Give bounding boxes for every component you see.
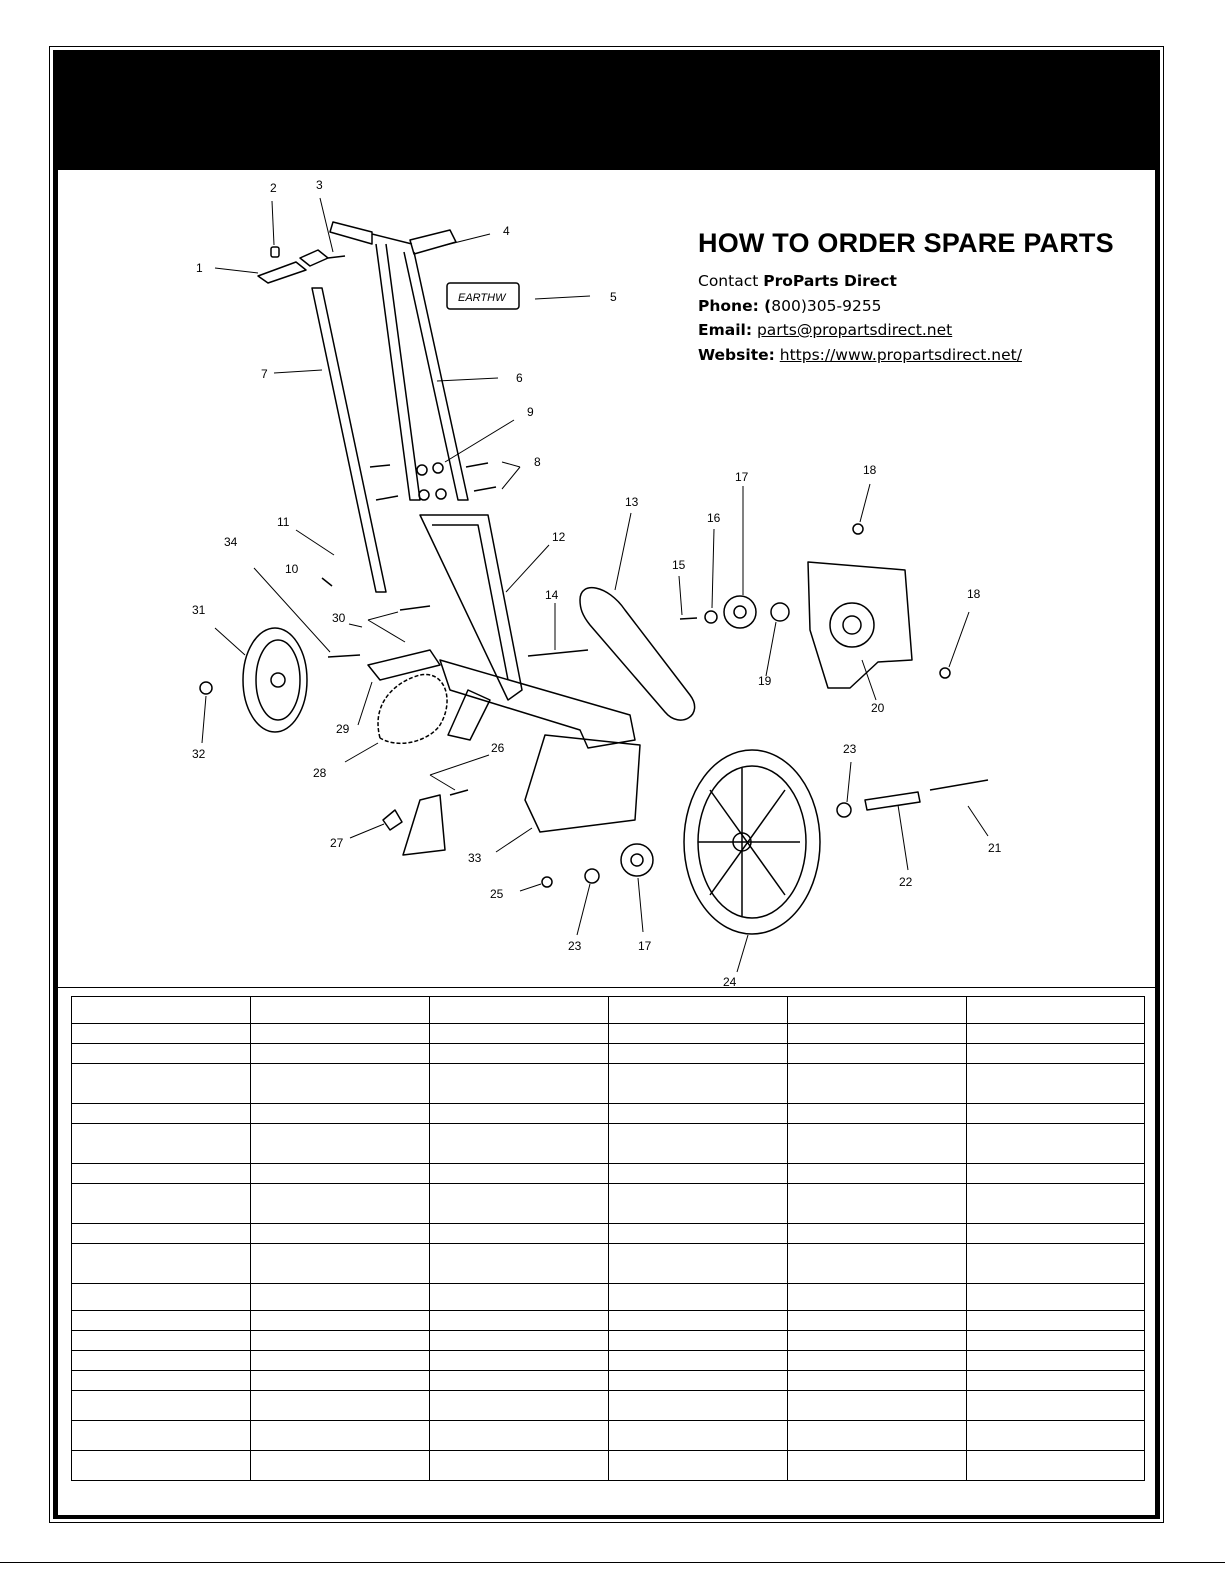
- parts-table-cell: [967, 1224, 1145, 1244]
- parts-table-cell: [251, 1421, 430, 1451]
- parts-table-row: [72, 1164, 1145, 1184]
- callout-22: 22: [899, 875, 913, 889]
- callout-26: 26: [491, 741, 505, 755]
- part-22-sleeve: [865, 792, 920, 810]
- parts-table-row: [72, 1024, 1145, 1044]
- parts-table-cell: [430, 1311, 609, 1331]
- parts-table-cell: [72, 1371, 251, 1391]
- parts-table-cell: [430, 1184, 609, 1224]
- parts-table-cell: [967, 1104, 1145, 1124]
- parts-table-row: [72, 1244, 1145, 1284]
- parts-table-cell: [967, 1451, 1145, 1481]
- parts-table-cell: [788, 1224, 967, 1244]
- parts-table-cell: [430, 1104, 609, 1124]
- parts-table-cell: [967, 1184, 1145, 1224]
- part-32-nut: [200, 682, 212, 694]
- parts-table-cell: [788, 1164, 967, 1184]
- parts-table-cell: [609, 1371, 788, 1391]
- part-17-sprocket-upper: [724, 596, 756, 628]
- parts-table-cell: [609, 1451, 788, 1481]
- parts-table-cell: [251, 1331, 430, 1351]
- website-label: Website:: [698, 345, 775, 364]
- parts-table-cell: [251, 1371, 430, 1391]
- callout-33: 33: [468, 851, 482, 865]
- parts-table-cell: [72, 1284, 251, 1311]
- callout-23: 23: [843, 742, 857, 756]
- parts-table-cell: [609, 1391, 788, 1421]
- parts-table-cell: [72, 1064, 251, 1104]
- parts-table-cell: [788, 1244, 967, 1284]
- parts-table-row: [72, 1451, 1145, 1481]
- parts-table-cell: [72, 1351, 251, 1371]
- part-21-axle-bolt: [930, 780, 988, 790]
- parts-table-cell: [251, 1044, 430, 1064]
- parts-table-cell: [788, 1024, 967, 1044]
- contact-prefix: Contact: [698, 272, 764, 290]
- order-heading: HOW TO ORDER SPARE PARTS: [698, 228, 1114, 258]
- part-19-hub: [771, 603, 789, 621]
- part-9-washer-a: [417, 465, 427, 475]
- part-31-wheel: [243, 628, 307, 732]
- parts-table-cell: [430, 1331, 609, 1351]
- parts-table-cell: [788, 1064, 967, 1104]
- parts-table-cell: [967, 1124, 1145, 1164]
- email-row: [698, 318, 1138, 343]
- parts-table-cell: [609, 1351, 788, 1371]
- parts-table-cell: [788, 1284, 967, 1311]
- title-bar: [57, 54, 1156, 170]
- parts-table-cell: [430, 1124, 609, 1164]
- parts-table-row: [72, 1124, 1145, 1164]
- website-link[interactable]: https://www.propartsdirect.net/: [779, 345, 1022, 364]
- page-bottom-rule: [0, 1562, 1225, 1563]
- parts-table-cell: [788, 1124, 967, 1164]
- parts-table-cell: [72, 1104, 251, 1124]
- part-8-bolt-b: [474, 487, 496, 491]
- left-inner-line: [57, 170, 58, 1515]
- parts-table-row: [72, 1331, 1145, 1351]
- parts-table-cell: [72, 1044, 251, 1064]
- parts-table-cell: [430, 1044, 609, 1064]
- callout-6: 6: [516, 371, 523, 385]
- callout-12: 12: [552, 530, 566, 544]
- parts-table-cell: [609, 1224, 788, 1244]
- callout-16: 16: [707, 511, 721, 525]
- contact-row: [698, 269, 1138, 294]
- part-15-bolt: [680, 618, 697, 619]
- part-1-bracket: [258, 250, 328, 283]
- callout-27: 27: [330, 836, 344, 850]
- parts-table-cell: [72, 1391, 251, 1421]
- parts-table-cell: [788, 1351, 967, 1371]
- callout-20: 20: [871, 701, 885, 715]
- parts-table-cell: [609, 1311, 788, 1331]
- parts-table-cell: [72, 1164, 251, 1184]
- parts-table-row: [72, 997, 1145, 1024]
- part-17-sprocket-lower: [621, 844, 653, 876]
- callout-18b: 18: [967, 587, 981, 601]
- parts-table-row: [72, 1044, 1145, 1064]
- callout-10: 10: [285, 562, 299, 576]
- parts-table-row: [72, 1351, 1145, 1371]
- part-7-tube: [312, 288, 386, 592]
- parts-table-cell: [251, 1244, 430, 1284]
- parts-table-cell: [967, 997, 1145, 1024]
- parts-table-cell: [251, 1164, 430, 1184]
- parts-table-cell: [788, 1184, 967, 1224]
- parts-table-cell: [609, 1331, 788, 1351]
- phone-value: 800)305-9255: [771, 296, 882, 315]
- parts-table-cell: [788, 1451, 967, 1481]
- parts-table-cell: [967, 1421, 1145, 1451]
- part-18-nut-right: [940, 668, 950, 678]
- parts-table-cell: [430, 1284, 609, 1311]
- parts-table-cell: [72, 1244, 251, 1284]
- parts-table-cell: [788, 1311, 967, 1331]
- parts-table-cell: [72, 1124, 251, 1164]
- parts-table-cell: [430, 1244, 609, 1284]
- callout-18: 18: [863, 463, 877, 477]
- parts-table-cell: [430, 1451, 609, 1481]
- parts-table-cell: [72, 1451, 251, 1481]
- parts-table-cell: [251, 1104, 430, 1124]
- parts-table-cell: [72, 1331, 251, 1351]
- parts-table-cell: [967, 1391, 1145, 1421]
- parts-table-cell: [609, 1244, 788, 1284]
- parts-table-cell: [967, 1311, 1145, 1331]
- parts-table-cell: [72, 1024, 251, 1044]
- parts-table-cell: [72, 997, 251, 1024]
- callout-30: 30: [332, 611, 346, 625]
- callout-31: 31: [192, 603, 206, 617]
- parts-table-cell: [609, 1184, 788, 1224]
- parts-table-cell: [430, 1224, 609, 1244]
- parts-table-cell: [967, 1371, 1145, 1391]
- parts-table-cell: [788, 1104, 967, 1124]
- email-label: Email:: [698, 321, 753, 339]
- callout-1: 1: [196, 261, 203, 275]
- brand-label-text: EARTHW: [458, 292, 506, 304]
- parts-table-cell: [788, 1044, 967, 1064]
- parts-table-cell: [72, 1421, 251, 1451]
- parts-table-cell: [430, 997, 609, 1024]
- parts-table-row: [72, 1064, 1145, 1104]
- parts-table-cell: [967, 1331, 1145, 1351]
- parts-table-cell: [251, 1311, 430, 1331]
- parts-table-cell: [609, 1024, 788, 1044]
- callout-13: 13: [625, 495, 639, 509]
- parts-table-cell: [430, 1351, 609, 1371]
- part-27-clip: [383, 810, 402, 830]
- parts-table-cell: [788, 1421, 967, 1451]
- contact-block: [698, 228, 1138, 367]
- callout-8: 8: [534, 455, 541, 469]
- parts-table-cell: [967, 1164, 1145, 1184]
- parts-table-row: [72, 1371, 1145, 1391]
- part-4-handle-grip: [330, 222, 456, 254]
- parts-table-cell: [251, 1351, 430, 1371]
- part-20-housing: [808, 562, 912, 688]
- parts-table-cell: [72, 1184, 251, 1224]
- parts-table-row: [72, 1311, 1145, 1331]
- parts-table-cell: [788, 1391, 967, 1421]
- phone-label: Phone: (: [698, 296, 772, 315]
- callout-2: 2: [270, 181, 277, 195]
- parts-table-cell: [251, 1284, 430, 1311]
- main-beam: [440, 660, 635, 748]
- parts-table-row: [72, 1284, 1145, 1311]
- part-13-belt: [580, 588, 695, 720]
- callout-23b: 23: [568, 939, 582, 953]
- right-inner-line: [1155, 170, 1156, 1515]
- parts-table-cell: [251, 1184, 430, 1224]
- parts-table-cell: [967, 1024, 1145, 1044]
- parts-table-row: [72, 1104, 1145, 1124]
- callout-14: 14: [545, 588, 559, 602]
- parts-table-cell: [967, 1284, 1145, 1311]
- callout-29: 29: [336, 722, 350, 736]
- part-33-foot: [525, 735, 640, 832]
- parts-table-row: [72, 1391, 1145, 1421]
- part-25-nut: [542, 877, 552, 887]
- parts-table-cell: [430, 1164, 609, 1184]
- part-10-pin: [322, 578, 332, 586]
- parts-table-cell: [430, 1371, 609, 1391]
- callout-3: 3: [316, 178, 323, 192]
- callout-17b: 17: [638, 939, 652, 953]
- parts-table-cell: [788, 997, 967, 1024]
- part-8-bolt-a: [466, 463, 488, 467]
- parts-table-cell: [251, 1391, 430, 1421]
- callout-32: 32: [192, 747, 206, 761]
- parts-list-table: [71, 996, 1145, 1481]
- callout-28: 28: [313, 766, 327, 780]
- parts-table-cell: [251, 1024, 430, 1044]
- parts-table-cell: [430, 1421, 609, 1451]
- parts-table-row: [72, 1224, 1145, 1244]
- part-14-rod: [528, 650, 588, 656]
- part-3-bolt: [328, 256, 345, 258]
- part-23-bushing-right: [837, 803, 851, 817]
- parts-table-cell: [788, 1331, 967, 1351]
- parts-table-cell: [251, 997, 430, 1024]
- parts-table-cell: [788, 1371, 967, 1391]
- parts-table-cell: [609, 1104, 788, 1124]
- parts-table-cell: [609, 1421, 788, 1451]
- diagram-table-separator: [57, 987, 1156, 988]
- parts-table-cell: [251, 1451, 430, 1481]
- part-12-frame: [420, 515, 522, 700]
- parts-table-cell: [430, 1391, 609, 1421]
- parts-table-cell: [967, 1351, 1145, 1371]
- callout-11: 11: [277, 515, 290, 529]
- part-30-bolt: [400, 606, 430, 610]
- callout-15: 15: [672, 558, 686, 572]
- email-link[interactable]: parts@propartsdirect.net: [756, 321, 953, 339]
- parts-table-row: [72, 1421, 1145, 1451]
- callout-5: 5: [610, 290, 617, 304]
- parts-table-cell: [609, 1124, 788, 1164]
- callout-25: 25: [490, 887, 504, 901]
- parts-table-cell: [967, 1244, 1145, 1284]
- parts-table-cell: [251, 1064, 430, 1104]
- website-row: [698, 343, 1138, 368]
- part-28-chain: [378, 674, 447, 743]
- parts-table-cell: [251, 1224, 430, 1244]
- part-16-washer: [705, 611, 717, 623]
- part-23-bushing-left: [585, 869, 599, 883]
- parts-table-cell: [609, 1284, 788, 1311]
- part-26-tine: [403, 795, 445, 855]
- callout-24: 24: [723, 975, 737, 987]
- parts-table-cell: [609, 997, 788, 1024]
- callout-19: 19: [758, 674, 772, 688]
- phone-row: [698, 294, 1138, 319]
- parts-table-cell: [967, 1064, 1145, 1104]
- callout-21: 21: [988, 841, 1002, 855]
- parts-table-cell: [72, 1311, 251, 1331]
- parts-table-cell: [430, 1024, 609, 1044]
- callout-4: 4: [503, 224, 510, 238]
- parts-table-cell: [72, 1224, 251, 1244]
- company-name: ProParts Direct: [763, 272, 897, 290]
- parts-table-cell: [251, 1124, 430, 1164]
- callout-34: 34: [224, 535, 238, 549]
- parts-table-cell: [609, 1044, 788, 1064]
- parts-table-row: [72, 1184, 1145, 1224]
- parts-table-cell: [609, 1164, 788, 1184]
- callout-17: 17: [735, 470, 749, 484]
- part-9-washer-b: [433, 463, 443, 473]
- parts-table-cell: [967, 1044, 1145, 1064]
- parts-table-cell: [430, 1064, 609, 1104]
- part-18-nut-top: [853, 524, 863, 534]
- part-34-axle: [328, 655, 360, 657]
- callout-7: 7: [261, 367, 268, 381]
- part-2-nut: [271, 247, 279, 257]
- callout-9: 9: [527, 405, 534, 419]
- parts-table-cell: [609, 1064, 788, 1104]
